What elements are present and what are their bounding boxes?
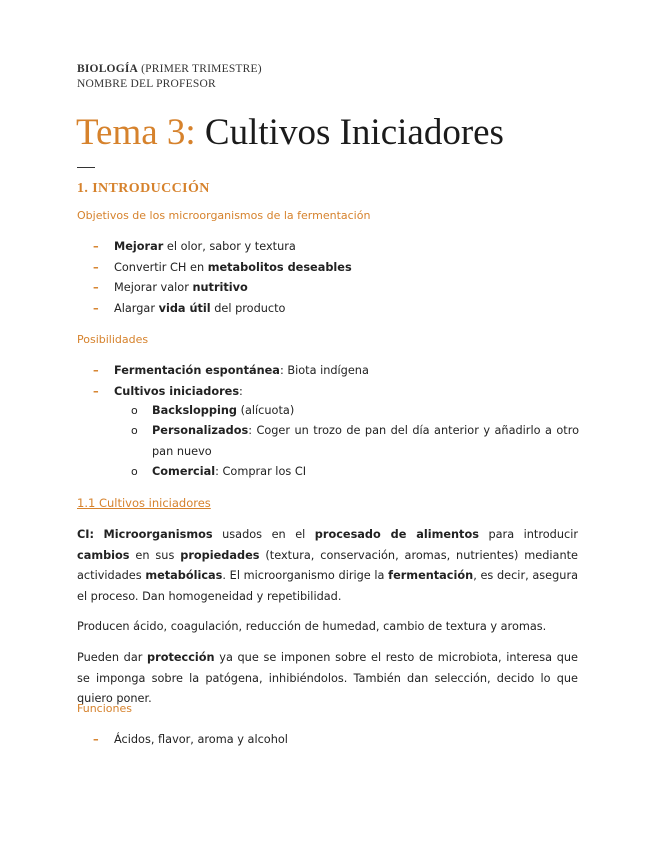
dash-bullet: – [93,364,99,377]
possibilities-heading: Posibilidades [77,333,149,346]
section-heading-introduccion: 1. INTRODUCCIÓN [77,181,210,196]
list-item: – Mejorar el olor, sabor y textura [93,240,296,253]
circle-bullet: o [131,403,138,417]
page-title [76,110,504,156]
paragraph-produce: Producen ácido, coagulación, reducción de humedad, cambio de textura y aromas. [77,620,547,633]
list-item: – Fermentación espontánea: Biota indígena [93,364,369,377]
paragraph-protection: Pueden dar protección ya que se imponen sobre el resto de microbiota, interesa que se imponga sobre la patógena, inhibiéndolos. También dan selección, decido lo que quiero poner. [77,651,578,705]
title-divider [77,167,95,168]
teacher-label: NOMBRE DEL PROFESOR [77,78,216,90]
list-item: – Mejorar valor nutritivo [93,281,248,294]
objectives-heading: Objetivos de los microorganismos de la fermentación [77,209,371,222]
dash-bullet: – [93,733,99,746]
sub-list-item: o Personalizados: Coger un trozo de pan del día anterior y añadirlo a otro pan nuevo [131,421,579,462]
term-label: (PRIMER TRIMESTRE) [141,63,262,75]
sub-list-item: o Backslopping (alícuota) [131,401,579,422]
subject-label: BIOLOGÍA [77,63,139,75]
list-item: – Ácidos, flavor, aroma y alcohol [93,733,288,746]
possibilities-sublist [131,401,579,483]
list-item: – Alargar vida útil del producto [93,301,286,315]
dash-bullet: – [93,301,99,315]
dash-bullet: – [93,281,99,294]
objectives-list [93,239,352,321]
subsection-heading-cultivos: 1.1 Cultivos iniciadores [77,496,211,510]
circle-bullet: o [131,465,138,478]
functions-heading: Funciones [77,702,132,715]
dash-bullet: – [93,384,99,398]
list-item: – Cultivos iniciadores: o Backslopping (alícuota) o Personalizados: Coger un trozo de pan del día anterior y añadirlo a otro pan nuevo o Comercial: Comprar los CI [93,384,579,483]
sub-list-item: o Comercial: Comprar los CI [131,462,579,483]
dash-bullet: – [93,240,99,253]
title-text: Cultivos Iniciadores [204,112,504,153]
functions-list [93,732,288,753]
document-header [77,62,262,92]
dash-bullet: – [93,260,99,274]
list-item: – Convertir CH en metabolitos deseables [93,260,352,274]
possibilities-list [93,363,579,483]
title-number: Tema 3: [76,112,196,153]
paragraph-ci-definition: CI: Microorganismos usados en el procesado de alimentos para introducir cambios en sus propiedades (textura, conservación, aromas, nutrientes) mediante actividades metabólicas. El microorganismo dirige la fermentación, es decir, asegura el proceso. Dan homogeneidad y repetibilidad. [77,528,579,603]
circle-bullet: o [131,424,138,437]
